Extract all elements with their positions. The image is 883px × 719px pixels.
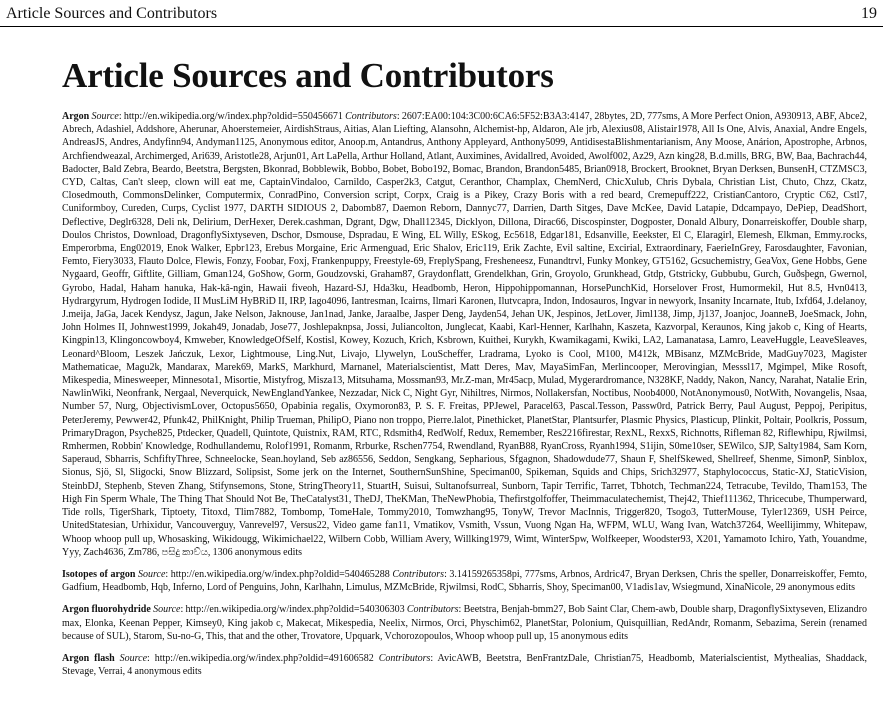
contributors-label: Contributors: [392, 568, 445, 580]
source-label: Source: [119, 652, 148, 664]
contributors-label: Contributors: [406, 604, 459, 616]
contributors-text: 2607:EA00:104:3C00:6CA6:5F52:B3A3:4147, 28bytes, 2D, 777sms, A More Perfect Onion, A930913, ABF, Abce2, Abrech, Adashiel, Addshore, Aherunar, Ahoerstemeier, AirdishStraus, Aitias, Alan Liefting, Alansohn, Alchemist-hp, Aldaron, Ale jrb, Alexius08, Alistair1978, All Is One, Alvis, Anaxial, Andre Engels, AndreasJS, Andres, Andyfinn94, Andyman1125, Anonymous editor, Anoop.m, Antandrus, Anthony Appleyard, Anthony5099, AntidisestaBlishmentarianism, Any Moose, Anárion, Apostrophe, Arbnos, Archfiendweazal, Archimerged, Ari639, Aristotle28, Arjun01, Art LaPella, Arthur Holland, Atlant, Auximines, Avidallred, Avoided, Awolf002, Az29, Azn king28, B.d.mills, BRG, BW, Baa, Bachrach44, Badocter, Bald Zebra, Beardo, Beetstra, Bergsten, Bkonrad, Bobblewik, Bobbo, Bobet, Bobo192, Bomac, Brandon, Brandon5485, Brian0918, Brockert, Brooknet, Bryan Derksen, BunsenH, CTZMSC3, CYD, Caltas, Can't sleep, clown will eat me, CaptainVindaloo, Carnildo, Casper2k3, Catgut, Ceranthor, Champlax, ChemNerd, ChicXulub, Chris Dybala, Christian List, Chuto, Chzz, Ckatz, Closedmouth, CommonsDelinker, Computermix, ConradPino, Conversion script, Corpx, Craig is a Pikey, Crazy Boris with a red beard, Cremepuff222, CristianCantoro, Cryptic C62, Cstl7, Cuniformboy, Cureden, Curps, Cyclist 1977, DARTH SIDIOUS 2, Dabomb87, Daemon Reborn, Dannyc77, Darrien, Darth Sitges, Dave McKee, David Latapie, Ddcampayo, DePiep, DeadShort, Deflective, Deglr6328, Deli nk, Delirium, DerHexer, Derek.cashman, Dgrant, Dgw, Dhall12345, Dicklyon, Dillona, Dirac66, Discospinster, Dogposter, Donald Albury, Donarreiskoffer, Double sharp, Doulos Christos, Download, DragonflySixtyseven, Dschor, Dsmouse, Dspradau, E Wing, EL Willy, ESkog, Ec5618, Edgar181, Edsanville, Eeekster, El C, Elaragirl, Elemesh, Elkman, Emmy.rocks, Emperorbma, Eng02019, Enok Walker, Epbr123, Erebus Morgaine, Eric Armenguad, Eric Shalov, Eric119, Erik Zachte, Evil saltine, Excirial, Extraordinary, FaerieInGrey, Farosdaughter, Favonian, Femto, Fiery3033, Flauto Dolce, Flewis, Fonzy, Foobar, Foxj, Frankenpuppy, Freestyle-69, FreplySpang, Fresheneesz, Funandtrvl, Funky Monkey, GT5162, Gcsuchemistry, GeaVox, Gene Hobbs, Gene Nygaard, Geoffr, Giftlite, Gilliam, Gman124, GoShow, Gorm, Goudzovski, Graham87, Graydonflatt, Grendelkhan, Grin, Groyolo, Grunkhead, Gtdp, Gtstricky, Gubbubu, Gurch, Guðsþegn, Gwernol, Gyrobo, Hadal, Haham hanuka, Hak-kâ-ngìn, Hawaii fiveoh, Hazard-SJ, Hda3ku, Headbomb, Heron, Hippohippomannan, HorsePunchKid, Horselover Frost, Humormekil, Hut 8.5, Hvn0413, Hydrargyrum, Hydrogen Iodide, II MusLiM HyBRiD II, IRP, Iago4096, Iantresman, Icairns, Ilmari Karonen, Ilutvcapra, Indon, Indosauros, Ingvar in newyork, Insanity Incarnate, Itub, Ixfd64, J.delanoy, J.meija, JaGa, Jacek Kendysz, Jagun, Jake Nelson, Jaknouse, Jan1nad, Janke, Jaraalbe, Jasper Deng, Jayden54, Jehan UK, Jespinos, JetLover, Jiml138, Jimp, Jj137, Joanjoc, JoanneB, JoeSmack, John, John Holmes II, Johnwest1999, Jokah49, Jonadab, Jose77, Joshlepaknpsa, Jossi, Juliancolton, Junglecat, Kaabi, Karl-Henner, Karlhahn, Kaszeta, Kazvorpal, Keraunos, King jakob c, King of Hearts, Kingpin13, Klingoncowboy4, Kmweber, KnowledgeOfSelf, Kostisl, Kowey, Kozuch, Krich, Ksbrown, Kuithei, Kurykh, Kwamikagami, Kwiki, LA2, Lamanatasa, Lamro, LeaveHuggle, LeaveSleaves, Leonard^Bloom, Leszek Jańczuk, Lexor, Lightmouse, Ling.Nut, Livajo, Llywelyn, LouScheffer, Lradrama, Lyoko is Cool, M100, M412k, MBisanz, MZMcBride, MadGuy7023, Magister Mathematicae, Magu2k, Mandarax, Marek69, MarkS, Markhurd, Marnanel, Materialscientist, Matt Deres, Mav, MayaSimFan, Merlincooper, Merovingian, Messsl17, Mgimpel, Mike Rosoft, Mikespedia, Minesweeper, Minnesota1, Misortie, Mistyfrog, Misza13, Mitsuhama, Mossman93, Mr.Z-man, Mr45acp, Mulad, Mygerardromance, N328KF, Naddy, Nakon, Nancy, Narahat, Natalie Erin, NawlinWiki, Neonfrank, Nergaal, Neverquick, NewEnglandYankee, Nezzadar, Nick C, Night Gyr, Nihiltres, Nirmos, Nollakersfan, Noctibus, Noob4000, NotAnonymous0, NotWith, Novangelis, Nsaa, Number 57, Nurg, ObjectivismLover, Octopus5650, Opabinia regalis, Oxymoron83, P. S. F. Freitas, PPJewel, Paracel63, Pascal.Tesson, Passw0rd, Patrick Berry, Paul August, Peppoj, Peripitus, PeterJeremy, Pewwer42, Pfunk42, PhilKnight, Philip Trueman, PhilipO, Piano non troppo, Pierre.lalot, Pinethicket, PlanetStar, Plantsurfer, Plasmic Physics, Plasticup, Plinkit, Poltair, Poolkris, Possum, PrimaryDragon, Psyche825, Ptdecker, Quadell, Quintote, Quistnix, RAM, RTC, Rdsmith4, RedWolf, Redux, Remember, Res2216firestar, RexNL, RexxS, Richnotts, Rifleman 82, Riflewhipu, Rjwilmsi, Rmhermen, Robbin' Knowledge, Rodhullandemu, Rolof1991, Romanm, Rrburke, Rschen7754, Rwendland, RyanB88, RyanCross, Ryanh1994, S1ijin, S0me10ser, SEWilco, SJP, Salty1984, Sam Korn, Saperaud, Sbharris, SchfiftyThree, Schneelocke, Sean.hoyland, Seb az86556, Seddon, Sengkang, Sepharious, Sfgagnon, Shadowdude77, Shaun F, ShelfSkewed, Shellreef, Shenme, SimonP, Sinblox, Sionus, Sjö, Sl, Sligocki, Snow Blizzard, Solipsist, Some jerk on the Internet, SouthernSunShine, Speciman00, Spikeman, Squids and Chips, Srich32977, Staphylococcus, Static-XJ, StaticVision, SteinbDJ, Stephenb, Steven Zhang, Stifynsemons, Stone, StringTheory11, StuartH, Suisui, Sultanofsurreal, Sunborn, Tapir Terrific, Tarret, Tbhotch, Techman224, Tetracube, Tevildo, Tham153, The High Fin Sperm Whale, The Thing That Should Not Be, TheCatalyst31, TheDJ, TheKMan, TheNewPhobia, Thefirstgolfoffer, Theimmaculatechemist, Thej42, Thief111362, Thricecube, Thumperward, Tide rolls, TigerShark, Tiptoety, Titoxd, Tlim7882, Tombomp, TomeHale, Tommy2010, Tomwzhang95, TonyW, Trevor MacInnis, Trigger820, Tsogo3, TutterMouse, Tyler12369, USH Peirce, UnitedStatesian, Urhixidur, Vancouverguy, Vanrevel97, Versus22, Video game fan11, Vmatikov, Vsmith, Vssun, Vuong Ngan Ha, WFPM, WLU, Wang Ivan, Watch37264, Weellijimmy, Whitepaw, Whoop whoop pull up, Whosasking, Wikidougg, Wikimichael22, Wilbern Cobb, William Avery, Willking1979, Wimt, WinterSpw, Wolfkeeper, Woodster93, X201, Yamamoto Ichiro, Yath, Youandme, Yyy, Zach4636, Zm786, පසිදු කාව්ය, 1306 anonymous edits: [62, 111, 868, 558]
source-url: http://en.wikipedia.org/w/index.php?oldid=540465288: [170, 568, 390, 580]
entry-name: Argon: [62, 111, 90, 122]
running-header: [6, 3, 877, 25]
entries-list: [62, 110, 867, 687]
entry-name: Isotopes of argon: [62, 568, 136, 580]
contributors-label: Contributors: [345, 111, 397, 122]
source-label: Source: [138, 568, 166, 580]
entry-argon: Argon Source: http://en.wikipedia.org/w/index.php?oldid=550456671 Contributors: 2607:EA00:104:3C00:6CA6:5F52:B3A3:4147, 28bytes, 2D, 777sms, A More Perfect Onion, A930913, ABF, Abce2, Abrech, Adashiel, Addshore, Aherunar, Ahoerstemeier, AirdishStraus, Aitias, Alan Liefting, Alansohn, Alchemist-hp, Aldaron, Ale jrb, Alexius08, Alistair1978, All Is One, Alvis, Anaxial, Andre Engels, AndreasJS, Andres, Andyfinn94, Andyman1125, Anonymous editor, Anoop.m, Antandrus, Anthony Appleyard, Anthony5099, AntidisestaBlishmentarianism, Any Moose, Anárion, Apostrophe, Arbnos, Archfiendweazal, Archimerged, Ari639, Aristotle28, Arjun01, Art LaPella, Arthur Holland, Atlant, Auximines, Avidallred, Avoided, Awolf002, Az29, Azn king28, B.d.mills, BRG, BW, Baa, Bachrach44, Badocter, Bald Zebra, Beardo, Beetstra, Bergsten, Bkonrad, Bobblewik, Bobbo, Bobet, Bobo192, Bomac, Brandon, Brandon5485, Brian0918, Brockert, Brooknet, Bryan Derksen, BunsenH, CTZMSC3, CYD, Caltas, Can't sleep, clown will eat me, CaptainVindaloo, Carnildo, Casper2k3, Catgut, Ceranthor, Champlax, ChemNerd, ChicXulub, Chris Dybala, Christian List, Chuto, Chzz, Ckatz, Closedmouth, CommonsDelinker, Computermix, ConradPino, Conversion script, Corpx, Craig is a Pikey, Crazy Boris with a red beard, Cremepuff222, CristianCantoro, Cryptic C62, Cstl7, Cuniformboy, Cureden, Curps, Cyclist 1977, DARTH SIDIOUS 2, Dabomb87, Daemon Reborn, Dannyc77, Darrien, Darth Sitges, Dave McKee, David Latapie, Ddcampayo, DePiep, DeadShort, Deflective, Deglr6328, Deli nk, Delirium, DerHexer, Derek.cashman, Dgrant, Dgw, Dhall12345, Dicklyon, Dillona, Dirac66, Discospinster, Dogposter, Donald Albury, Donarreiskoffer, Double sharp, Doulos Christos, Download, DragonflySixtyseven, Dschor, Dsmouse, Dspradau, E Wing, EL Willy, ESkog, Ec5618, Edgar181, Edsanville, Eeekster, El C, Elaragirl, Elemesh, Elkman, Emmy.rocks, Emperorbma, Eng02019, Enok Walker, Epbr123, Erebus Morgaine, Eric Armenguad, Eric Shalov, Eric119, Erik Zachte, Evil saltine, Excirial, Extraordinary, FaerieInGrey, Farosdaughter, Favonian, Femto, Fiery3033, Flauto Dolce, Flewis, Fonzy, Foobar, Foxj, Frankenpuppy, Freestyle-69, FreplySpang, Fresheneesz, Funandtrvl, Funky Monkey, GT5162, Gcsuchemistry, GeaVox, Gene Hobbs, Gene Nygaard, Geoffr, Giftlite, Gilliam, Gman124, GoShow, Gorm, Goudzovski, Graham87, Graydonflatt, Grendelkhan, Grin, Groyolo, Grunkhead, Gtdp, Gtstricky, Gubbubu, Gurch, Guðsþegn, Gwernol, Gyrobo, Hadal, Haham hanuka, Hak-kâ-ngìn, Hawaii fiveoh, Hazard-SJ, Hda3ku, Headbomb, Heron, Hippohippomannan, HorsePunchKid, Horselover Frost, Humormekil, Hut 8.5, Hvn0413, Hydrargyrum, Hydrogen Iodide, II MusLiM HyBRiD II, IRP, Iago4096, Iantresman, Icairns, Ilmari Karonen, Ilutvcapra, Indon, Indosauros, Ingvar in newyork, Insanity Incarnate, Itub, Ixfd64, J.delanoy, J.meija, JaGa, Jacek Kendysz, Jagun, Jake Nelson, Jaknouse, Jan1nad, Janke, Jaraalbe, Jasper Deng, Jayden54, Jehan UK, Jespinos, JetLover, Jiml138, Jimp, Jj137, Joanjoc, JoanneB, JoeSmack, John, John Holmes II, Johnwest1999, Jokah49, Jonadab, Jose77, Joshlepaknpsa, Jossi, Juliancolton, Junglecat, Kaabi, Karl-Henner, Karlhahn, Kaszeta, Kazvorpal, Keraunos, King jakob c, King of Hearts, Kingpin13, Klingoncowboy4, Kmweber, KnowledgeOfSelf, Kostisl, Kowey, Kozuch, Krich, Ksbrown, Kuithei, Kurykh, Kwamikagami, Kwiki, LA2, Lamanatasa, Lamro, LeaveHuggle, LeaveSleaves, Leonard^Bloom, Leszek Jańczuk, Lexor, Lightmouse, Ling.Nut, Livajo, Llywelyn, LouScheffer, Lradrama, Lyoko is Cool, M100, M412k, MBisanz, MZMcBride, MadGuy7023, Magister Mathematicae, Magu2k, Mandarax, Marek69, MarkS, Markhurd, Marnanel, Materialscientist, Matt Deres, Mav, MayaSimFan, Merlincooper, Merovingian, Messsl17, Mgimpel, Mike Rosoft, Mikespedia, Minesweeper, Minnesota1, Misortie, Mistyfrog, Misza13, Mitsuhama, Mossman93, Mr.Z-man, Mr45acp, Mulad, Mygerardromance, N328KF, Naddy, Nakon, Nancy, Narahat, Natalie Erin, NawlinWiki, Neonfrank, Nergaal, Neverquick, NewEnglandYankee, Nezzadar, Nick C, Night Gyr, Nihiltres, Nirmos, Nollakersfan, Noctibus, Noob4000, NotAnonymous0, NotWith, Novangelis, Nsaa, Number 57, Nurg, ObjectivismLover, Octopus5650, Opabinia regalis, Oxymoron83, P. S. F. Freitas, PPJewel, Paracel63, Pascal.Tesson, Passw0rd, Patrick Berry, Paul August, Peppoj, Peripitus, PeterJeremy, Pewwer42, Pfunk42, PhilKnight, Philip Trueman, PhilipO, Piano non troppo, Pierre.lalot, Pinethicket, PlanetStar, Plantsurfer, Plasmic Physics, Plasticup, Plinkit, Poltair, Poolkris, Possum, PrimaryDragon, Psyche825, Ptdecker, Quadell, Quintote, Quistnix, RAM, RTC, Rdsmith4, RedWolf, Redux, Remember, Res2216firestar, RexNL, RexxS, Richnotts, Rifleman 82, Riflewhipu, Rjwilmsi, Rmhermen, Robbin' Knowledge, Rodhullandemu, Rolof1991, Romanm, Rrburke, Rschen7754, Rwendland, RyanB88, RyanCross, Ryanh1994, S1ijin, S0me10ser, SEWilco, SJP, Salty1984, Sam Korn, Saperaud, Sbharris, SchfiftyThree, Schneelocke, Sean.hoyland, Seb az86556, Seddon, Sengkang, Sepharious, Sfgagnon, Shadowdude77, Shaun F, ShelfSkewed, Shellreef, Shenme, SimonP, Sinblox, Sionus, Sjö, Sl, Sligocki, Snow Blizzard, Solipsist, Some jerk on the Internet, SouthernSunShine, Speciman00, Spikeman, Squids and Chips, Srich32977, Staphylococcus, Static-XJ, StaticVision, SteinbDJ, Stephenb, Steven Zhang, Stifynsemons, Stone, StringTheory11, StuartH, Suisui, Sultanofsurreal, Sunborn, Tapir Terrific, Tarret, Tbhotch, Techman224, Tetracube, Tevildo, Tham153, The High Fin Sperm Whale, The Thing That Should Not Be, TheCatalyst31, TheDJ, TheKMan, TheNewPhobia, Thefirstgolfoffer, Theimmaculatechemist, Thej42, Thief111362, Thricecube, Thumperward, Tide rolls, TigerShark, Tiptoety, Titoxd, Tlim7882, Tombomp, TomeHale, Tommy2010, Tomwzhang95, TonyW, Trevor MacInnis, Trigger820, Tsogo3, TutterMouse, Tyler12369, USH Peirce, UnitedStatesian, Urhixidur, Vancouverguy, Vanrevel97, Versus22, Video game fan11, Vmatikov, Vsmith, Vssun, Vuong Ngan Ha, WFPM, WLU, Wang Ivan, Watch37264, Weellijimmy, Whitepaw, Whoop whoop pull up, Whosasking, Wikidougg, Wikimichael22, Wilbern Cobb, William Avery, Willking1979, Wimt, WinterSpw, Wolfkeeper, Woodster93, X201, Yamamoto Ichiro, Yath, Youandme, Yyy, Zach4636, Zm786, පසිදු කාව්ය, 1306 anonymous edits: [62, 111, 868, 558]
contributors-text: Beetstra, Benjah-bmm27, Bob Saint Clar, Chem-awb, Double sharp, DragonflySixtyseven, Elizandro max, Elonka, Keenan Pepper, Kimsey0, King jakob c, Makecat, Mikespedia, Neelix, Nirmos, Orci, Physchim62, PlanetStar, Polonium, Quisquillian, RedAndr, Romanm, Sebazima, Serein (renamed because of SUL), Starom, Su-no-G, This, that and the other, Trovatore, Upquark, Vchorozopoulos, Whoop whoop pull up, 15 anonymous edits: [62, 604, 867, 642]
header-rule: [0, 26, 883, 27]
entry-argon-flash: Argon flash Source: http://en.wikipedia.org/w/index.php?oldid=491606582 Contributors: AvicAWB, Beetstra, BenFrantzDale, Christian75, Headbomb, Materialscientist, Mythealias, Shaddack, Stevage, Verrai, 4 anonymous edits: [62, 652, 867, 678]
source-label: Source: [153, 604, 181, 616]
entry-name: Argon fluorohydride: [62, 604, 151, 616]
source-url: http://en.wikipedia.org/w/index.php?oldid=540306303: [185, 604, 405, 616]
entry-isotopes-of-argon: Isotopes of argon Source: http://en.wikipedia.org/w/index.php?oldid=540465288 Contributors: 3.14159265358pi, 777sms, Arbnos, Ardric47, Bryan Derksen, Chris the speller, Donarreiskoffer, Femto, Gadfium, Headbomb, Hqb, Inferno, Lord of Penguins, John, Karlhahn, Limulus, MZMcBride, Rjwilmsi, RodC, Sbharris, Shoy, Speciman00, V1adis1av, Wsiegmund, XinaNicole, 29 anonymous edits: [62, 568, 867, 594]
source-label: Source: [91, 111, 119, 122]
running-title: Article Sources and Contributors: [6, 5, 218, 22]
page-number: 19: [861, 5, 877, 22]
entry-name: Argon flash: [62, 652, 115, 664]
contributors-label: Contributors: [378, 652, 431, 664]
contributors-text: AvicAWB, Beetstra, BenFrantzDale, Christian75, Headbomb, Materialscientist, Mythealias, Shaddack, Stevage, Verrai, 4 anonymous edits: [62, 652, 867, 678]
page-title: Article Sources and Contributors: [62, 56, 554, 95]
contributors-text: 3.14159265358pi, 777sms, Arbnos, Ardric47, Bryan Derksen, Chris the speller, Donarreiskoffer, Femto, Gadfium, Headbomb, Hqb, Inferno, Lord of Penguins, John, Karlhahn, Limulus, MZMcBride, Rjwilmsi, RodC, Sbharris, Shoy, Speciman00, V1adis1av, Wsiegmund, XinaNicole, 29 anonymous edits: [62, 568, 867, 594]
source-url: http://en.wikipedia.org/w/index.php?oldid=491606582: [154, 652, 374, 664]
entry-argon-fluorohydride: Argon fluorohydride Source: http://en.wikipedia.org/w/index.php?oldid=540306303 Contributors: Beetstra, Benjah-bmm27, Bob Saint Clar, Chem-awb, Double sharp, DragonflySixtyseven, Elizandro max, Elonka, Keenan Pepper, Kimsey0, King jakob c, Makecat, Mikespedia, Neelix, Nirmos, Orci, Physchim62, PlanetStar, Polonium, Quisquillian, RedAndr, Romanm, Sebazima, Serein (renamed because of SUL), Starom, Su-no-G, This, that and the other, Trovatore, Upquark, Vchorozopoulos, Whoop whoop pull up, 15 anonymous edits: [62, 604, 867, 642]
source-url: http://en.wikipedia.org/w/index.php?oldid=550456671: [123, 111, 343, 122]
